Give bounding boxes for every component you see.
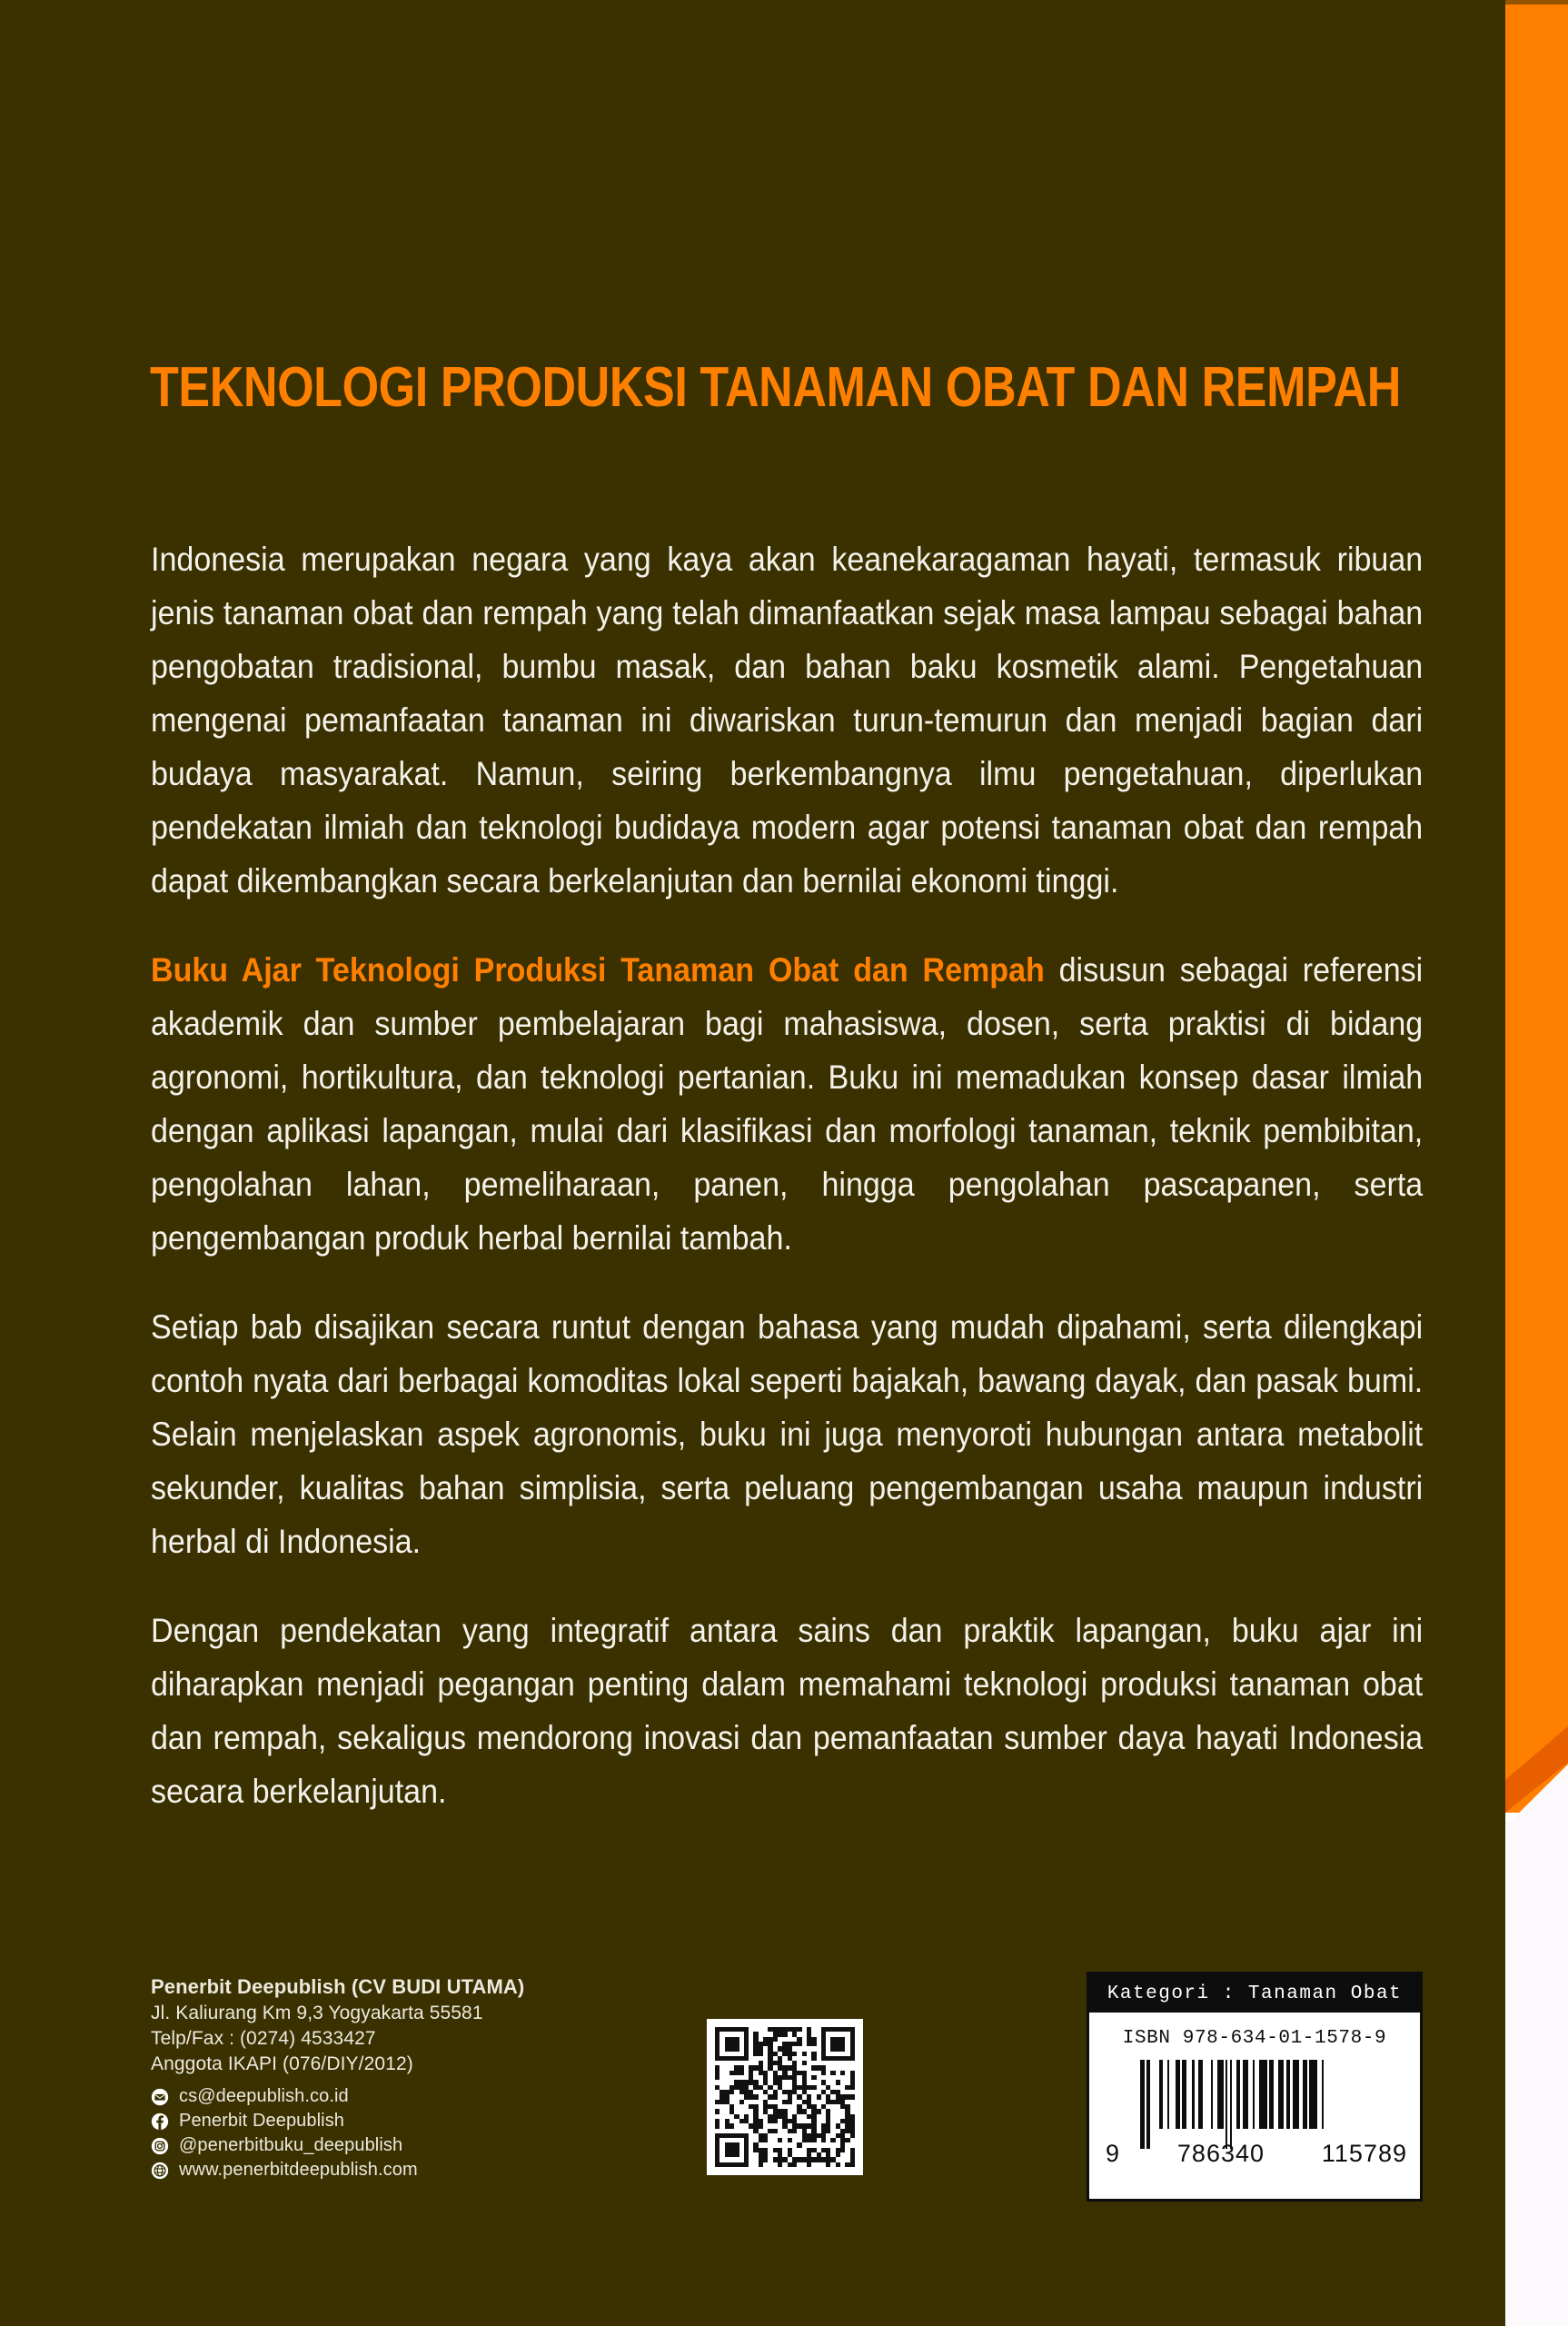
page-title: TEKNOLOGI PRODUKSI TANAMAN OBAT DAN REMPAH [150,355,1401,419]
publisher-block [151,1973,660,2183]
contact-instagram [151,2134,660,2157]
contact-website-text: www.penerbitdeepublish.com [179,2160,418,2180]
isbn-body [1089,2013,1420,2199]
blurb-paragraph-2 [151,943,1423,1265]
publisher-contacts [151,2085,660,2182]
blurb-paragraph-2-rest: disusun sebagai referensi akademik dan sumber pembelajaran bagi mahasiswa, dosen, serta praktisi di bidang agronomi, hortikultura, dan teknologi pertanian. Buku ini memadukan konsep dasar ilmiah dengan aplikasi lapangan, mulai dari klasifikasi dan morfologi tanaman, teknik pembibitan, pengolahan lahan, pemeliharaan, panen, hingga pengolahan pascapanen, serta pengembangan produk herbal bernilai tambah. [151,951,1424,1257]
blurb-section [151,532,1423,1818]
contact-website [151,2159,660,2182]
qr-code [707,2019,863,2175]
instagram-icon [151,2137,169,2155]
book-category-label: Kategori : Tanaman Obat [1089,1974,1420,2013]
contact-facebook-text: Penerbit Deepublish [179,2111,345,2131]
email-icon [151,2088,169,2106]
ean-right-digits: 115789 [1321,2140,1407,2167]
facebook-icon [151,2112,169,2131]
stripe-top-cap [1505,0,1568,5]
contact-email [151,2085,660,2108]
isbn-barcode-block [1087,1972,1423,2202]
publisher-address: Jl. Kaliurang Km 9,3 Yogyakarta 55581 [151,2003,483,2023]
ean13-digits [1106,2140,1407,2168]
ean-left-digit: 9 [1106,2140,1121,2167]
blurb-paragraph-1: Indonesia merupakan negara yang kaya akan keanekaragaman hayati, termasuk ribuan jenis tanaman obat dan rempah yang telah dimanfaatkan sejak masa lampau sebagai bahan pengobatan tradisional, bumbu masak, dan bahan baku kosmetik alami. Pengetahuan mengenai pemanfaatan tanaman ini diwariskan turun-temurun dan menjadi bagian dari budaya masyarakat. Namun, seiring berkembangnya ilmu pengetahuan, diperlukan pendekatan ilmiah dan teknologi budidaya modern agar potensi tanaman obat dan rempah dapat dikembangkan secara berkelanjutan dan bernilai ekonomi tinggi. [151,541,1424,900]
blurb-paragraph-4: Dengan pendekatan yang integratif antara sains dan praktik lapangan, buku ajar ini diharapkan menjadi pegangan penting dalam memahami teknologi produksi tanaman obat dan rempah, sekaligus mendorong inovasi dan pemanfaatan sumber daya hayati Indonesia secara berkelanjutan. [151,1612,1424,1810]
blurb-paragraph-3: Setiap bab disajikan secara runtut dengan bahasa yang mudah dipahami, serta dilengkapi contoh nyata dari berbagai komoditas lokal seperti bajakah, bawang dayak, dan pasak bumi. Selain menjelaskan aspek agronomis, buku ini juga menyoroti hubungan antara metabolit sekunder, kualitas bahan simplisia, serta peluang pengembangan usaha maupun industri herbal di Indonesia. [151,1308,1424,1560]
book-title-inline-highlight: Buku Ajar Teknologi Produksi Tanaman Obat dan Rempah [151,951,1045,989]
ean-middle-digits: 786340 [1176,2140,1265,2167]
publisher-phone: Telp/Fax : (0274) 4533427 [151,2028,376,2049]
publisher-membership: Anggota IKAPI (076/DIY/2012) [151,2053,413,2074]
contact-email-text: cs@deepublish.co.id [179,2086,349,2106]
contact-facebook [151,2110,660,2132]
orange-edge-stripe [1505,0,1568,1813]
page-edge-white [1505,1822,1568,2326]
publisher-name: Penerbit Deepublish (CV BUDI UTAMA) [151,1975,525,1998]
qr-code-matrix [715,2027,855,2167]
contact-instagram-text: @penerbitbuku_deepublish [179,2135,403,2155]
website-icon [151,2162,169,2180]
isbn-number: ISBN 978-634-01-1578-9 [1122,2028,1387,2049]
ean13-barcode [1140,2060,1393,2149]
